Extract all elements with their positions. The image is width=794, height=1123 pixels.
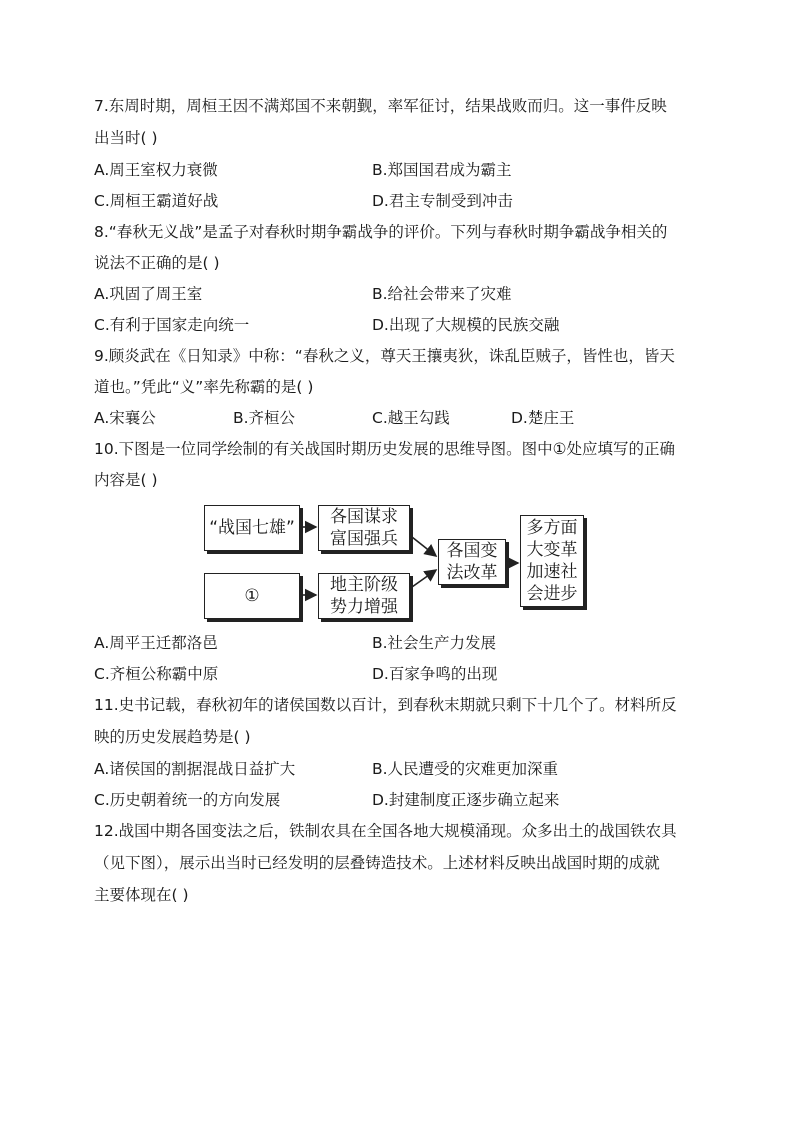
- q10-option-a: A.周平王迁都洛邑: [94, 634, 218, 652]
- box-great-change: [520, 515, 584, 607]
- q9-option-d: D.楚庄王: [511, 409, 575, 427]
- q11-option-d: D.封建制度正逐步确立起来: [372, 791, 560, 809]
- q9-stem-line2: 道也。”凭此“义”率先称霸的是( ): [94, 378, 314, 396]
- q9-option-a: A.宋襄公: [94, 409, 156, 427]
- q8-stem-line2: 说法不正确的是( ): [94, 254, 220, 272]
- box-landlord-class-line2: 势力增强: [330, 597, 398, 617]
- q12-stem-line3: 主要体现在( ): [94, 886, 189, 904]
- q8-option-d: D.出现了大规模的民族交融: [372, 316, 560, 334]
- box-reforms-line2: 法改革: [446, 563, 498, 583]
- q7-option-a: A.周王室权力衰微: [94, 161, 218, 179]
- box-landlord-class: [318, 573, 410, 619]
- q8-stem-line1: 8.“春秋无义战”是孟子对春秋时期争霸战争的评价。下列与春秋时期争霸战争相关的: [94, 223, 668, 241]
- box-blank-1-label: ①: [244, 586, 260, 606]
- box-reforms-line1: 各国变: [446, 541, 498, 561]
- box-landlord-class-line1: 地主阶级: [330, 575, 398, 595]
- q10-stem-line1: 10.下图是一位同学绘制的有关战国时期历史发展的思维导图。图中①处应填写的正确: [94, 440, 676, 458]
- q10-option-b: B.社会生产力发展: [372, 634, 497, 652]
- q9-option-c: C.越王勾践: [372, 409, 450, 427]
- q11-stem-line2: 映的历史发展趋势是( ): [94, 728, 251, 746]
- box-reforms: [438, 539, 506, 585]
- q10-option-d: D.百家争鸣的出现: [372, 665, 498, 683]
- box-warring-states-label: “战国七雄”: [209, 518, 295, 538]
- box-great-change-line1: 多方面: [526, 518, 578, 538]
- q10-option-c: C.齐桓公称霸中原: [94, 665, 219, 683]
- q7-option-c: C.周桓王霸道好战: [94, 192, 219, 210]
- box-seek-strength: [318, 505, 410, 551]
- q12-stem-line1: 12.战国中期各国变法之后，铁制农具在全国各地大规模涌现。众多出土的战国铁农具: [94, 822, 677, 840]
- box-great-change-line4: 会进步: [526, 584, 578, 604]
- q7-stem-line2: 出当时( ): [94, 129, 158, 147]
- box-warring-states: [204, 505, 300, 551]
- q12-stem-line2: （见下图），展示出当时已经发明的层叠铸造技术。上述材料反映出战国时期的成就: [94, 854, 660, 872]
- q11-stem-line1: 11.史书记载，春秋初年的诸侯国数以百计，到春秋末期就只剩下十几个了。材料所反: [94, 696, 677, 714]
- q7-stem-line1: 7.东周时期，周桓王因不满郑国不来朝觐，率军征讨，结果战败而归。这一事件反映: [94, 97, 667, 115]
- box-seek-strength-line1: 各国谋求: [330, 507, 398, 527]
- q7-option-b: B.郑国国君成为霸主: [372, 161, 512, 179]
- mind-map-diagram: [200, 497, 600, 627]
- arrow-box3-to-box5: [412, 537, 436, 556]
- box-blank-1: [204, 573, 300, 619]
- q10-stem-line2: 内容是( ): [94, 471, 158, 489]
- box-great-change-line3: 加速社: [526, 562, 578, 582]
- q8-option-a: A.巩固了周王室: [94, 285, 203, 303]
- q11-option-a: A.诸侯国的割据混战日益扩大: [94, 760, 296, 778]
- q11-option-b: B.人民遭受的灾难更加深重: [372, 760, 559, 778]
- q8-option-c: C.有利于国家走向统一: [94, 316, 250, 334]
- q7-option-d: D.君主专制受到冲击: [372, 192, 513, 210]
- q9-stem-line1: 9.顾炎武在《日知录》中称：“春秋之义，尊天王攘夷狄，诛乱臣贼子，皆性也，皆天: [94, 347, 675, 365]
- q11-option-c: C.历史朝着统一的方向发展: [94, 791, 281, 809]
- arrow-box4-to-box5: [412, 570, 436, 587]
- q8-option-b: B.给社会带来了灾难: [372, 285, 512, 303]
- q9-option-b: B.齐桓公: [233, 409, 296, 427]
- box-seek-strength-line2: 富国强兵: [330, 529, 398, 549]
- box-great-change-line2: 大变革: [526, 540, 578, 560]
